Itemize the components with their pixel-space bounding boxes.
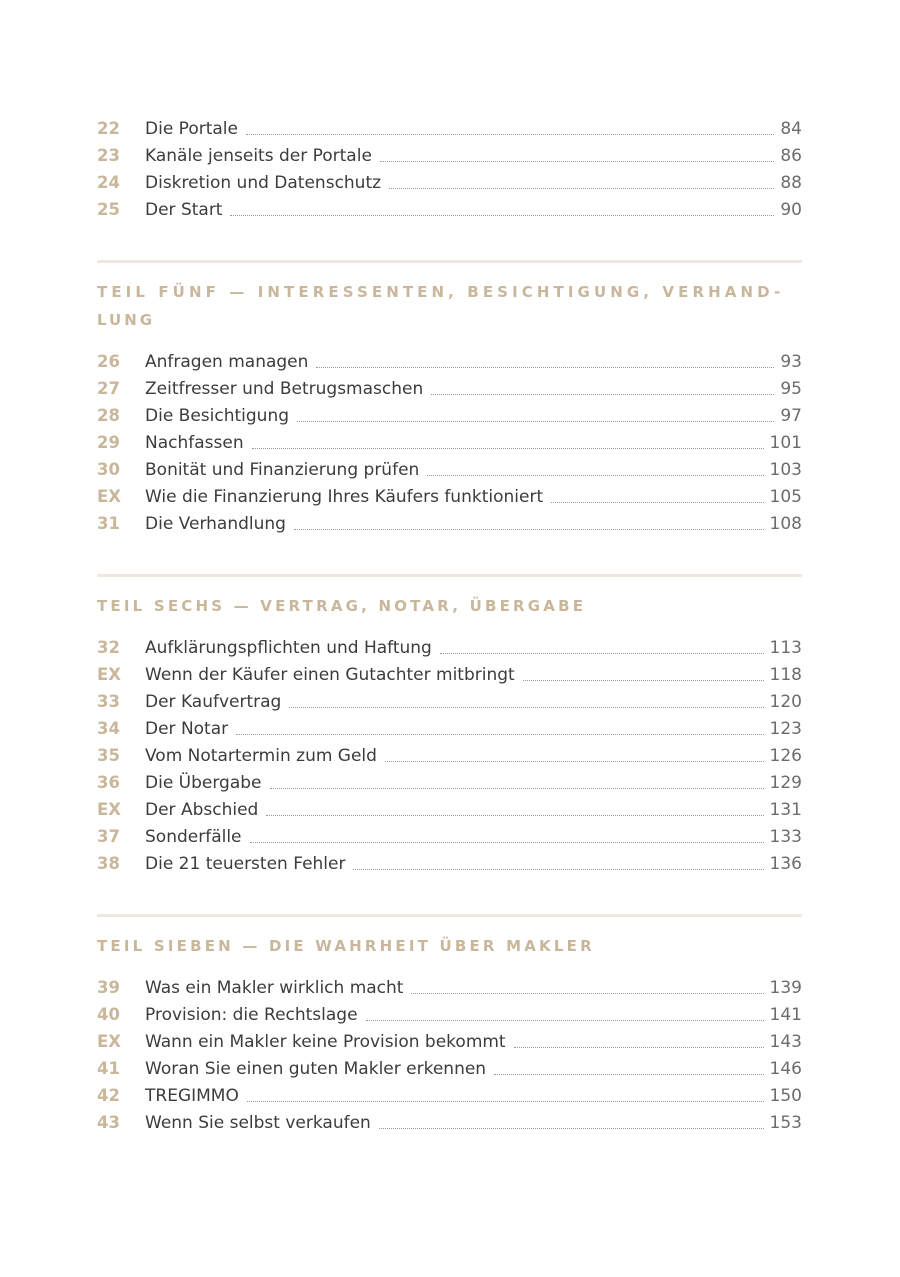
chapter-title: Anfragen managen	[145, 351, 309, 372]
toc-entry[interactable]	[97, 1055, 802, 1082]
page-number: 143	[769, 1031, 802, 1052]
dot-leader	[247, 1101, 764, 1102]
toc-entry[interactable]	[97, 429, 802, 456]
chapter-title: Die Besichtigung	[145, 405, 290, 426]
chapter-number: 36	[97, 773, 120, 792]
chapter-number: 40	[97, 1005, 120, 1024]
toc-entry[interactable]	[97, 1001, 802, 1028]
page-number: 146	[769, 1058, 802, 1079]
chapter-number: 38	[97, 854, 120, 873]
toc-entry[interactable]	[97, 1109, 802, 1136]
page-number: 90	[780, 199, 802, 220]
dot-leader	[246, 134, 774, 135]
toc-entry[interactable]	[97, 796, 802, 823]
chapter-number: 41	[97, 1059, 120, 1078]
page-number: 153	[769, 1112, 802, 1133]
chapter-number: 30	[97, 460, 120, 479]
chapter-title: Wie die Finanzierung Ihres Käufers funktioniert	[145, 486, 544, 507]
dot-leader	[551, 502, 763, 503]
toc-group-teil-fuenf	[97, 348, 802, 537]
dot-leader	[297, 421, 774, 422]
dot-leader	[385, 761, 764, 762]
page-number: 113	[769, 637, 802, 658]
chapter-number: EX	[97, 800, 121, 819]
toc-entry[interactable]	[97, 375, 802, 402]
chapter-title: Wenn der Käufer einen Gutachter mitbringt	[145, 664, 515, 685]
dot-leader	[366, 1020, 764, 1021]
section-heading: TEIL FÜNF — INTERESSENTEN, BESICHTIGUNG, VERHAND-	[97, 283, 785, 301]
toc-entry[interactable]	[97, 974, 802, 1001]
table-of-contents	[97, 0, 802, 1277]
toc-entry[interactable]	[97, 688, 802, 715]
dot-leader	[380, 161, 774, 162]
chapter-title: TREGIMMO	[145, 1085, 239, 1106]
chapter-number: 27	[97, 379, 120, 398]
chapter-title: Die Übergabe	[145, 772, 262, 793]
page-number: 136	[769, 853, 802, 874]
toc-entry[interactable]	[97, 1028, 802, 1055]
toc-entry[interactable]	[97, 456, 802, 483]
toc-entry[interactable]	[97, 715, 802, 742]
toc-entry[interactable]	[97, 402, 802, 429]
toc-entry[interactable]	[97, 661, 802, 688]
section-heading-continuation: LUNG	[97, 311, 156, 329]
chapter-number: EX	[97, 665, 121, 684]
chapter-title: Kanäle jenseits der Portale	[145, 145, 372, 166]
page-number: 108	[769, 513, 802, 534]
chapter-number: 34	[97, 719, 120, 738]
toc-entry[interactable]	[97, 142, 802, 169]
dot-leader	[316, 367, 774, 368]
chapter-title: Wann ein Makler keine Provision bekommt	[145, 1031, 506, 1052]
chapter-number: EX	[97, 1032, 121, 1051]
section-heading: TEIL SECHS — VERTRAG, NOTAR, ÜBERGABE	[97, 597, 587, 615]
page-number: 150	[769, 1085, 802, 1106]
page-number: 139	[769, 977, 802, 998]
dot-leader	[250, 842, 764, 843]
dot-leader	[266, 815, 763, 816]
dot-leader	[270, 788, 764, 789]
toc-entry[interactable]	[97, 115, 802, 142]
chapter-title: Aufklärungspflichten und Haftung	[145, 637, 432, 658]
dot-leader	[353, 869, 763, 870]
chapter-number: EX	[97, 487, 121, 506]
chapter-number: 23	[97, 146, 120, 165]
chapter-title: Der Start	[145, 199, 223, 220]
chapter-number: 43	[97, 1113, 120, 1132]
dot-leader	[431, 394, 774, 395]
dot-leader	[427, 475, 763, 476]
section-divider	[97, 260, 802, 263]
page-number: 126	[769, 745, 802, 766]
section-divider	[97, 914, 802, 917]
chapter-title: Diskretion und Datenschutz	[145, 172, 382, 193]
dot-leader	[252, 448, 764, 449]
toc-entry[interactable]	[97, 169, 802, 196]
chapter-title: Sonderfälle	[145, 826, 242, 847]
page-number: 131	[769, 799, 802, 820]
chapter-title: Die Verhandlung	[145, 513, 286, 534]
page-number: 129	[769, 772, 802, 793]
chapter-title: Wenn Sie selbst verkaufen	[145, 1112, 371, 1133]
chapter-number: 22	[97, 119, 120, 138]
page-number: 95	[780, 378, 802, 399]
chapter-title: Woran Sie einen guten Makler erkennen	[145, 1058, 487, 1079]
dot-leader	[236, 734, 763, 735]
chapter-number: 42	[97, 1086, 120, 1105]
chapter-title: Provision: die Rechtslage	[145, 1004, 358, 1025]
page-number: 86	[780, 145, 802, 166]
page-number: 141	[769, 1004, 802, 1025]
dot-leader	[379, 1128, 764, 1129]
dot-leader	[289, 707, 763, 708]
toc-entry[interactable]	[97, 510, 802, 537]
chapter-title: Vom Notartermin zum Geld	[145, 745, 377, 766]
section-divider	[97, 574, 802, 577]
chapter-title: Zeitfresser und Betrugsmaschen	[145, 378, 424, 399]
page-number: 120	[769, 691, 802, 712]
chapter-title: Die 21 teuersten Fehler	[145, 853, 346, 874]
toc-group-continued	[97, 115, 802, 223]
chapter-number: 29	[97, 433, 120, 452]
dot-leader	[514, 1047, 764, 1048]
page-number: 103	[769, 459, 802, 480]
page-number: 84	[780, 118, 802, 139]
page-number: 97	[780, 405, 802, 426]
chapter-title: Der Notar	[145, 718, 229, 739]
section-heading: TEIL SIEBEN — DIE WAHRHEIT ÜBER MAKLER	[97, 937, 595, 955]
chapter-title: Nachfassen	[145, 432, 244, 453]
toc-entry[interactable]	[97, 196, 802, 223]
chapter-number: 28	[97, 406, 120, 425]
toc-entry[interactable]	[97, 483, 802, 510]
chapter-number: 37	[97, 827, 120, 846]
chapter-title: Die Portale	[145, 118, 238, 139]
chapter-title: Der Kaufvertrag	[145, 691, 282, 712]
page-number: 105	[769, 486, 802, 507]
page-number: 93	[780, 351, 802, 372]
page-number: 101	[769, 432, 802, 453]
dot-leader	[294, 529, 764, 530]
toc-group-teil-sieben	[97, 974, 802, 1136]
chapter-title: Der Abschied	[145, 799, 259, 820]
toc-entry[interactable]	[97, 742, 802, 769]
page-number: 133	[769, 826, 802, 847]
dot-leader	[494, 1074, 763, 1075]
chapter-number: 32	[97, 638, 120, 657]
page-number: 118	[769, 664, 802, 685]
dot-leader	[230, 215, 774, 216]
dot-leader	[411, 993, 763, 994]
toc-entry[interactable]	[97, 769, 802, 796]
chapter-title: Was ein Makler wirklich macht	[145, 977, 404, 998]
toc-entry[interactable]	[97, 850, 802, 877]
toc-entry[interactable]	[97, 348, 802, 375]
dot-leader	[440, 653, 764, 654]
toc-entry[interactable]	[97, 1082, 802, 1109]
page-number: 88	[780, 172, 802, 193]
toc-group-teil-sechs	[97, 634, 802, 877]
page-number: 123	[769, 718, 802, 739]
toc-entry[interactable]	[97, 823, 802, 850]
chapter-number: 25	[97, 200, 120, 219]
chapter-number: 33	[97, 692, 120, 711]
dot-leader	[389, 188, 774, 189]
dot-leader	[523, 680, 764, 681]
chapter-title: Bonität und Finanzierung prüfen	[145, 459, 420, 480]
chapter-number: 26	[97, 352, 120, 371]
chapter-number: 35	[97, 746, 120, 765]
toc-entry[interactable]	[97, 634, 802, 661]
chapter-number: 31	[97, 514, 120, 533]
chapter-number: 24	[97, 173, 120, 192]
chapter-number: 39	[97, 978, 120, 997]
